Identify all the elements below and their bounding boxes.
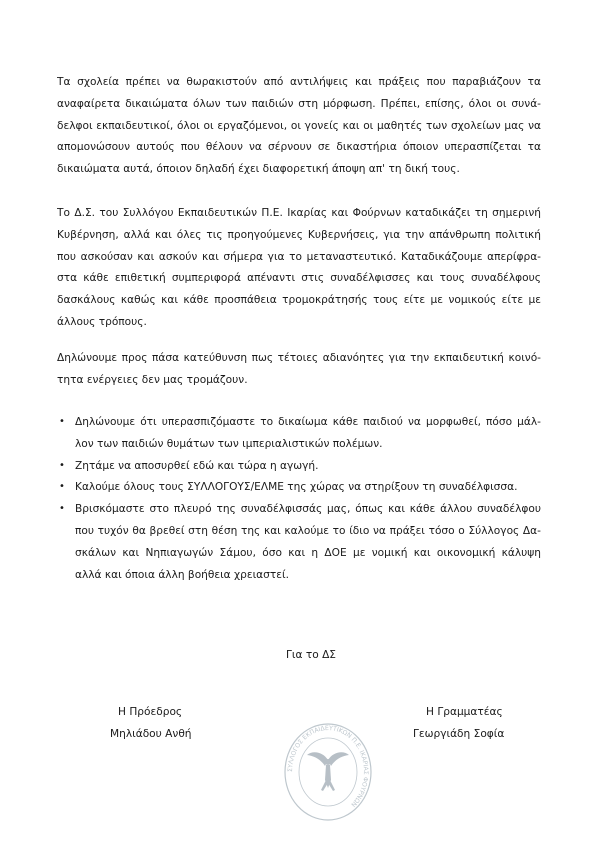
text-line: Τα σχολεία πρέπει να θωρακιστούν από αντιλήψεις και πράξεις που παραβιάζουν τα [57, 76, 541, 88]
text-line: που ασκούσαν και ασκούν και σήμερα για το μεταναστευτικό. Καταδικάζουμε απερίφρα- [57, 250, 541, 263]
text-line: που τυχόν θα βρεθεί στη θέση της και καλούμε το ίδιο να πράξει τόσο ο Σύλλογος Δα- [75, 524, 541, 537]
text-line: αναφαίρετα δικαιώματα όλων των παιδιών στη μόρφωση. Πρέπει, επίσης, όλοι οι συνά- [57, 97, 541, 110]
text-line: δικαιώματα αυτά, όποιον δηλαδή έχει διαφορετική άποψη απ' τη δική τους. [57, 163, 460, 176]
text-line: Δηλώνουμε ότι υπερασπιζόμαστε το δικαίωμα κάθε παιδιού να μορφωθεί, πόσο μάλ- [75, 416, 541, 428]
text-line: Καλούμε όλους τους ΣΥΛΛΟΓΟΥΣ/ΕΛΜΕ της χώρας να στηρίξουν τη συναδέλφισσα. [75, 481, 518, 494]
text-line: Το Δ.Σ. του Συλλόγου Εκπαιδευτικών Π.Ε. Ικαρίας και Φούρνων καταδικάζει τη σημερινή [57, 207, 541, 219]
text-line: σκάλων και Νηπιαγωγών Σάμου, όσο και η ΔΟΕ με νομική και οικονομική κάλυψη [75, 546, 541, 559]
text-line: δελφοι εκπαιδευτικοί, όλοι οι εργαζόμενοι, οι γονείς και οι μαθητές των σχολείων μας να [57, 119, 541, 132]
seal-text: ΣΥΛΛΟΓΟΣ ΕΚΠΑΙΔΕΥΤΙΚΩΝ Π.Ε. ΙΚΑΡΙΑΣ ΦΟΥΡΝΩΝ [286, 724, 370, 808]
icarus-emblem-icon [307, 752, 349, 791]
signoff-text: Για το ΔΣ [286, 649, 337, 661]
list-item [57, 455, 541, 477]
text-line: αλλά και όποια άλλη βοήθεια χρειαστεί. [75, 568, 289, 581]
text-line: Βρισκόμαστε στο πλευρό της συναδέλφισσάς μας, όπως και κάθε άλλου συναδέλφου [75, 503, 541, 516]
text-line: δασκάλους καθώς και κάθε προσπάθεια τρομοκράτησής τους είτε με νομικούς είτε με [57, 294, 541, 307]
text-line: άλλους τρόπους. [57, 315, 147, 328]
text-line: απομονώσουν αυτούς που θέλουν να σέρνουν σε δικαστήρια όποιον υπερασπίζεται τα [57, 141, 541, 154]
bullet-icon: • [59, 459, 65, 471]
list-item [57, 411, 541, 455]
president-title: Η Πρόεδρος [118, 706, 183, 718]
list-item [57, 498, 541, 585]
text-line: Κυβέρνηση, αλλά και όλες τις προηγούμενες Κυβερνήσεις, για την απάνθρωπη πολιτική [57, 228, 541, 241]
association-seal [283, 722, 373, 822]
text-line: Δηλώνουμε προς πάσα κατεύθυνση πως τέτοιες αδιανόητες για την εκπαιδευτική κοινό- [57, 352, 541, 364]
text-line: τητα ενέργειες δεν μας τρομάζουν. [57, 373, 248, 386]
text-line: στα κάθε επιθετική συμπεριφορά απέναντι στις συναδέλφισσες και τους συναδέλφους [57, 272, 541, 285]
paragraph-2 [57, 203, 541, 334]
text-line: λον των παιδιών θυμάτων των ιμπεριαλιστικών πολέμων. [75, 437, 383, 450]
president-name: Μηλιάδου Ανθή [110, 728, 192, 740]
text-line: Ζητάμε να αποσυρθεί εδώ και τώρα η αγωγή. [75, 459, 319, 472]
bullet-list [57, 411, 541, 585]
secretary-title: Η Γραμματέας [426, 706, 503, 718]
bullet-icon: • [59, 503, 65, 515]
list-item [57, 476, 541, 498]
bullet-icon: • [59, 481, 65, 493]
secretary-name: Γεωργιάδη Σοφία [413, 728, 505, 740]
paragraph-3 [57, 348, 541, 392]
bullet-icon: • [59, 416, 65, 427]
paragraph-1 [57, 72, 541, 181]
